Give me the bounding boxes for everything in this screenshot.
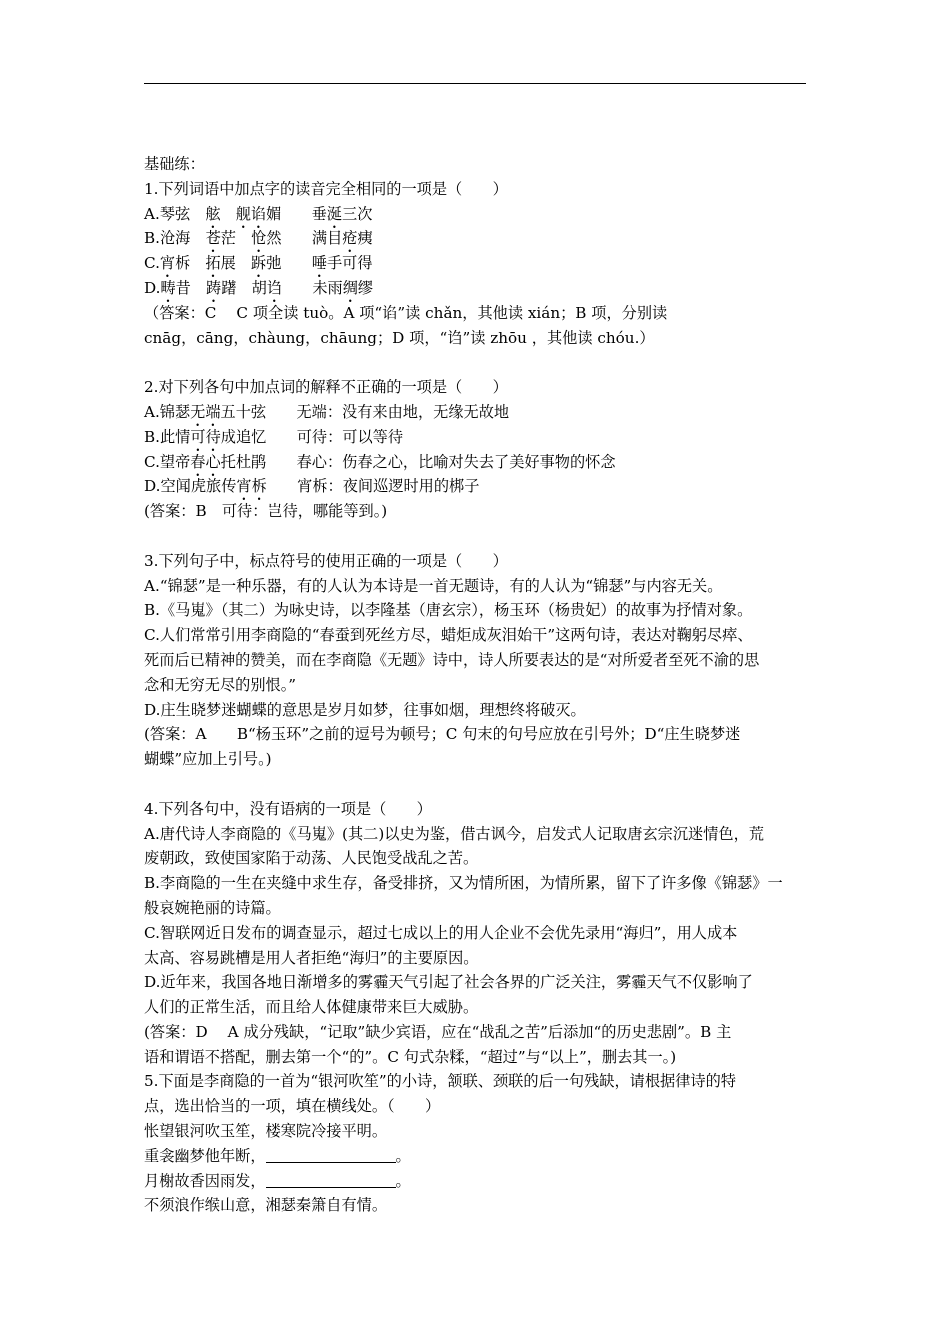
fill-blank-1[interactable] — [266, 1147, 396, 1163]
q4-answer-line2: 语和谓语不搭配，删去第一个“的”。C 句式杂糅，“超过”与“以上”，删去其一。) — [144, 1047, 677, 1066]
q1-stem: 1.下列词语中加点字的读音完全相同的一项是（ ） — [144, 179, 508, 198]
q4-option-b-line2: 般哀婉艳丽的诗篇。 — [144, 898, 281, 917]
q5-stem-line1: 5.下面是李商隐的一首为“银河吹笙”的小诗，颔联、颈联的后一句残缺，请根据律诗的特 — [144, 1072, 736, 1091]
q4-answer-line1: (答案：D A 成分残缺，“记取”缺少宾语，应在“战乱之苦”后添加“的历史悲剧”。B 主 — [144, 1022, 732, 1041]
q3-option-d: D.庄生晓梦迷蝴蝶的意思是岁月如梦，往事如烟，理想终将破灭。 — [144, 700, 586, 719]
q4-option-d-line2: 人们的正常生活，而且给人体健康带来巨大威胁。 — [144, 998, 479, 1017]
poem-line4: 不须浪作缑山意，湘瑟秦箫自有情。 — [144, 1196, 387, 1215]
q4-option-a-line2: 废朝政，致使国家陷于动荡、人民饱受战乱之苦。 — [144, 849, 479, 868]
q4-option-d-line1: D.近年来，我国各地日渐增多的雾霾天气引起了社会各界的广泛关注，雾霾天气不仅影响了 — [144, 973, 753, 992]
q4-option-c-line1: C.智联网近日发布的调查显示，超过七成以上的用人企业不会优先录用“海归”，用人成本 — [144, 923, 738, 942]
q3-option-c-line1: C.人们常常引用李商隐的“春蚕到死丝方尽，蜡炬成灰泪始干”这两句诗，表达对鞠躬尽瘁、 — [144, 626, 753, 645]
q1-answer-line2: cnāg，cāng，chàung，chāung；D 项，“诌”读 zhōu ，其他读 chóu.） — [144, 328, 655, 347]
q2-option-b: B.此情可待成追忆 可待：可以等待 — [144, 427, 403, 446]
poem-line3: 月榭故香因雨发， 。 — [144, 1171, 411, 1190]
q3-answer-line1: (答案：A B“杨玉环”之前的逗号为顿号；C 句末的句号应放在引号外；D“庄生晓梦迷 — [144, 725, 741, 744]
document-body — [144, 152, 808, 1218]
q3-option-c-line3: 念和无穷无尽的别恨。” — [144, 675, 297, 694]
poem-line2: 重衾幽梦他年断， 。 — [144, 1146, 411, 1165]
q2-option-c: C.望帝春心托杜鹃 春心：伤春之心，比喻对失去了美好事物的怀念 — [144, 452, 616, 471]
q1-option-b: B.沧海 苍茫 怆然 满目疮痍 — [144, 229, 373, 248]
q3-answer-line2: 蝴蝶”应加上引号。) — [144, 750, 272, 769]
q1-option-c: C.宵柝 拓展 跅弛 唾手可得 — [144, 254, 373, 273]
q4-option-b-line1: B.李商隐的一生在夹缝中求生存，备受排挤，又为情所困，为情所累，留下了许多像《锦瑟》一 — [144, 874, 783, 893]
q4-option-a-line1: A.唐代诗人李商隐的《马嵬》(其二)以史为鉴，借古讽今，启发式人记取唐玄宗沉迷情色，荒 — [144, 824, 764, 843]
q4-stem: 4.下列各句中，没有语病的一项是（ ） — [144, 799, 432, 818]
section-heading: 基础练： — [144, 155, 205, 173]
q1-answer-line1: （答案：C C 项全读 tuò。A 项“谄”读 chǎn，其他读 xián；B 项，分别读 — [144, 303, 668, 322]
q2-option-a: A.锦瑟无端五十弦 无端：没有来由地，无缘无故地 — [144, 402, 510, 421]
q3-option-a: A.“锦瑟”是一种乐器，有的人认为本诗是一首无题诗，有的人认为“锦瑟”与内容无关。 — [144, 576, 723, 595]
q2-stem: 2.对下列各句中加点词的解释不正确的一项是（ ） — [144, 378, 508, 397]
q5-stem-line2: 点，选出恰当的一项，填在横线处。（ ） — [144, 1097, 441, 1116]
fill-blank-2[interactable] — [266, 1172, 396, 1188]
q3-option-c-line2: 死而后已精神的赞美，而在李商隐《无题》诗中，诗人所要表达的是“对所爱者至死不渝的思 — [144, 650, 760, 669]
header-rule — [144, 83, 806, 84]
q1-option-a: A.琴弦 舷 舰谄媚 垂涎三次 — [144, 204, 373, 223]
q3-option-b: B.《马嵬》（其二）为咏史诗，以李隆基（唐玄宗），杨玉环（杨贵妃）的故事为抒情对象。 — [144, 601, 753, 620]
q1-option-d: D.畴昔 踌躇 胡诌 未雨绸缪 — [144, 278, 374, 297]
q4-option-c-line2: 太高、容易跳槽是用人者拒绝“海归”的主要原因。 — [144, 948, 479, 967]
q2-option-d: D.空闻虎旅传宵柝 宵柝：夜间巡逻时用的梆子 — [144, 477, 480, 496]
q2-answer: (答案：B 可待：岂待，哪能等到。) — [144, 502, 388, 521]
poem-line1: 怅望银河吹玉笙，楼寒院冷接平明。 — [144, 1122, 387, 1141]
q3-stem: 3.下列句子中，标点符号的使用正确的一项是（ ） — [144, 551, 508, 570]
